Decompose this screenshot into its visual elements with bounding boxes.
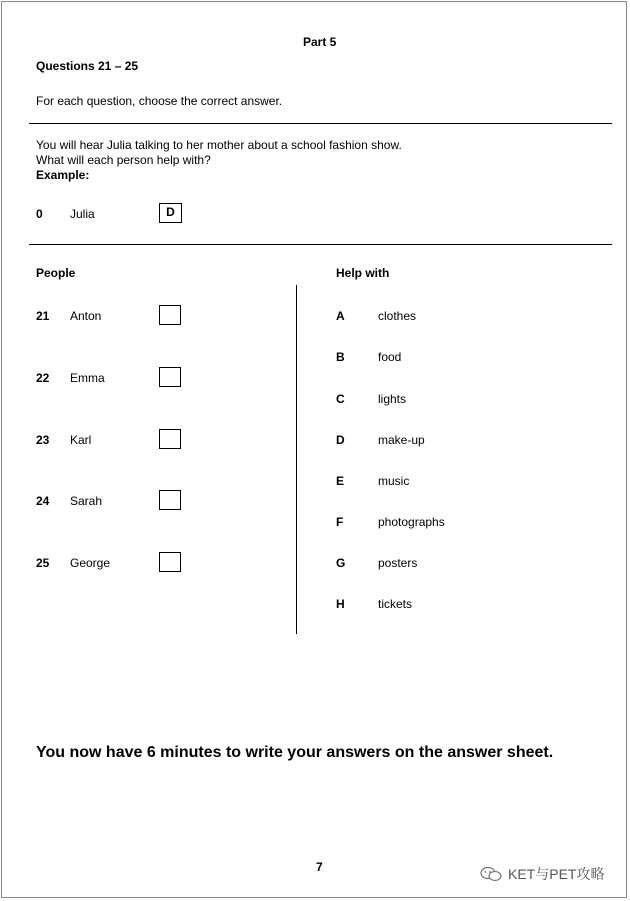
answer-box-22[interactable] [159, 367, 181, 387]
option-text: lights [378, 392, 407, 406]
intro-line-1: You will hear Julia talking to her mother about a school fashion show. [36, 138, 402, 152]
intro-line-2: What will each person help with? [36, 153, 211, 167]
option-text: clothes [378, 309, 417, 323]
instruction-text: For each question, choose the correct answer. [36, 94, 283, 108]
option-text: make-up [378, 433, 425, 447]
question-number: 22 [36, 371, 50, 385]
example-label: Example: [36, 168, 90, 182]
option-letter: E [336, 474, 345, 488]
part-title: Part 5 [303, 35, 337, 49]
answer-box-21[interactable] [159, 305, 181, 325]
example-answer-box: D [159, 203, 182, 223]
person-name: Sarah [70, 494, 103, 508]
answer-box-24[interactable] [159, 490, 181, 510]
question-number: 25 [36, 556, 50, 570]
answer-box-25[interactable] [159, 552, 181, 572]
person-name: Anton [70, 309, 102, 323]
option-text: tickets [378, 597, 413, 611]
question-number: 23 [36, 433, 50, 447]
people-heading: People [36, 266, 76, 280]
page-number: 7 [316, 860, 323, 874]
option-letter: F [336, 515, 344, 529]
person-name: Emma [70, 371, 105, 385]
option-text: food [378, 350, 402, 364]
person-name: Karl [70, 433, 92, 447]
questions-range: Questions 21 – 25 [36, 59, 139, 73]
option-letter: C [336, 392, 345, 406]
option-text: posters [378, 556, 418, 570]
divider-top [29, 123, 612, 124]
answer-box-23[interactable] [159, 429, 181, 449]
option-letter: A [336, 309, 345, 323]
watermark-text: KET与PET攻略 [508, 866, 605, 882]
watermark [480, 864, 604, 884]
question-number: 21 [36, 309, 50, 323]
closing-instruction: You now have 6 minutes to write your answers on the answer sheet. [36, 744, 554, 761]
option-letter: H [336, 597, 345, 611]
question-number: 24 [36, 494, 50, 508]
help-with-heading: Help with [336, 266, 390, 280]
column-divider [296, 285, 297, 634]
option-text: photographs [378, 515, 445, 529]
wechat-icon [480, 866, 502, 882]
option-letter: D [336, 433, 345, 447]
divider-middle [29, 244, 612, 245]
exam-page [1, 1, 627, 898]
option-letter: B [336, 350, 345, 364]
option-text: music [378, 474, 410, 488]
option-letter: G [336, 556, 346, 570]
person-name: George [70, 556, 111, 570]
example-number: 0 [36, 207, 43, 221]
example-name: Julia [70, 207, 95, 221]
